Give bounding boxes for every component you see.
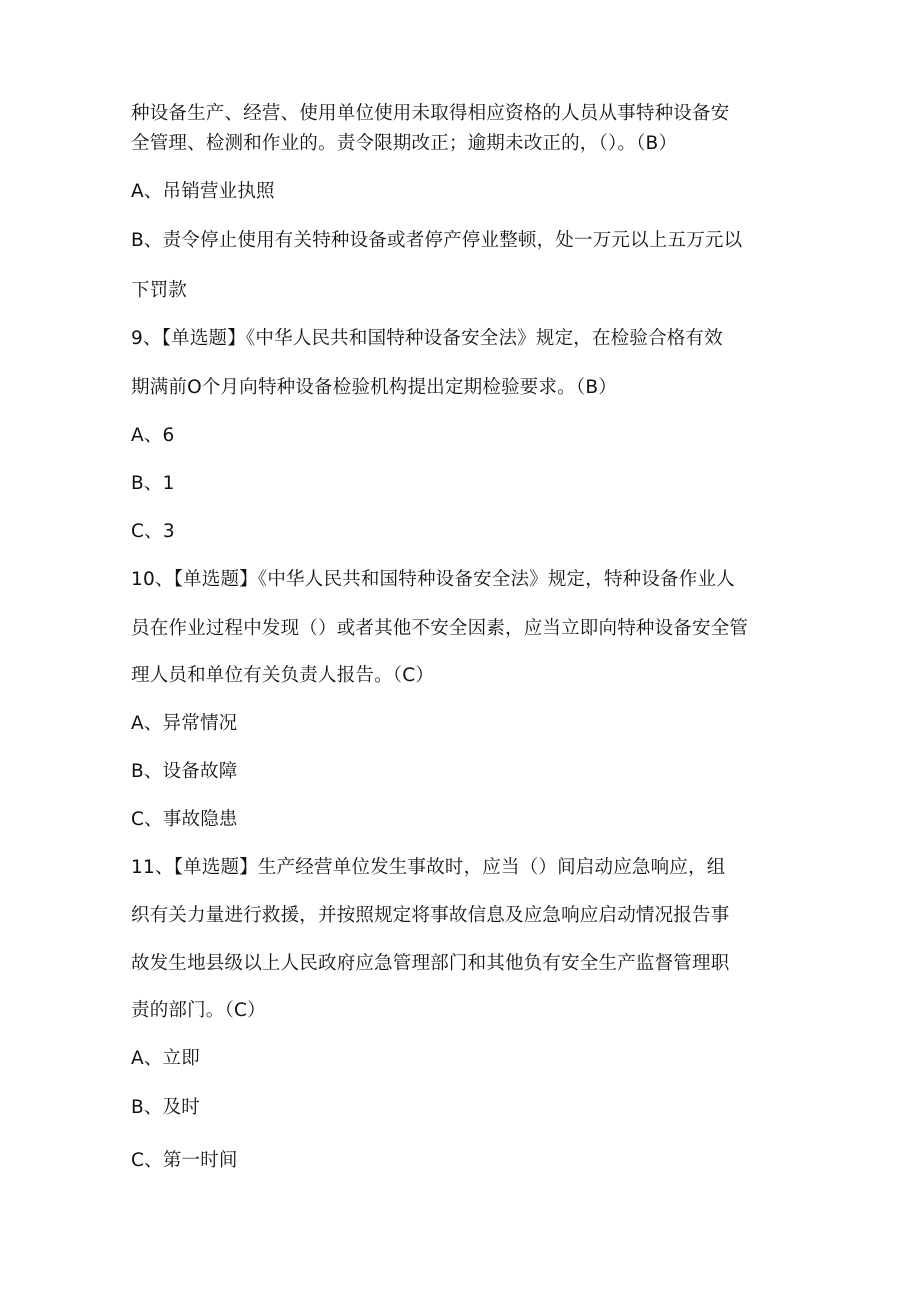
question-9-text-line-2: 期满前O个月向特种设备检验机构提出定期检验要求。（B） (131, 377, 617, 398)
question-10-text-line-1: 10、【单选题】《中华人民共和国特种设备安全法》规定，特种设备作业人 (131, 569, 735, 590)
question-11-text-line-3: 故发生地县级以上人民政府应急管理部门和其他负有安全生产监督管理职 (131, 953, 730, 974)
question-8-option-b-line-1: B、责令停止使用有关特种设备或者停产停业整顿，处一万元以上五万元以 (131, 230, 743, 251)
question-10-text-line-3: 理人员和单位有关负责人报告。（C） (131, 665, 435, 686)
question-9-option-b: B、1 (131, 473, 175, 494)
question-11-text-line-4: 责的部门。（C） (131, 1000, 266, 1021)
question-9-text-line-1: 9、【单选题】《中华人民共和国特种设备安全法》规定，在检验合格有效 (131, 328, 723, 349)
question-11-option-c: C、第一时间 (131, 1150, 238, 1171)
question-9-option-c: C、3 (131, 521, 175, 542)
question-10-option-a: A、异常情况 (131, 713, 238, 734)
question-9-option-a: A、6 (131, 425, 175, 446)
question-8-option-b-line-2: 下罚款 (131, 280, 188, 301)
question-11-option-a: A、立即 (131, 1048, 200, 1069)
question-10-option-b: B、设备故障 (131, 761, 238, 782)
question-8-text-line-1: 种设备生产、经营、使用单位使用未取得相应资格的人员从事特种设备安 (131, 103, 730, 124)
question-11-text-line-1: 11、【单选题】生产经营单位发生事故时，应当（）间启动应急响应，组 (131, 857, 726, 878)
question-8-option-a: A、吊销营业执照 (131, 181, 275, 202)
question-8-text-line-2: 全管理、检测和作业的。责令限期改正；逾期未改正的，（）。（B） (131, 133, 678, 154)
question-10-option-c: C、事故隐患 (131, 809, 238, 830)
question-11-option-b: B、及时 (131, 1097, 200, 1118)
question-11-text-line-2: 织有关力量进行救援，并按照规定将事故信息及应急响应启动情况报告事 (131, 905, 730, 926)
question-10-text-line-2: 员在作业过程中发现（）或者其他不安全因素，应当立即向特种设备安全管 (131, 618, 749, 639)
